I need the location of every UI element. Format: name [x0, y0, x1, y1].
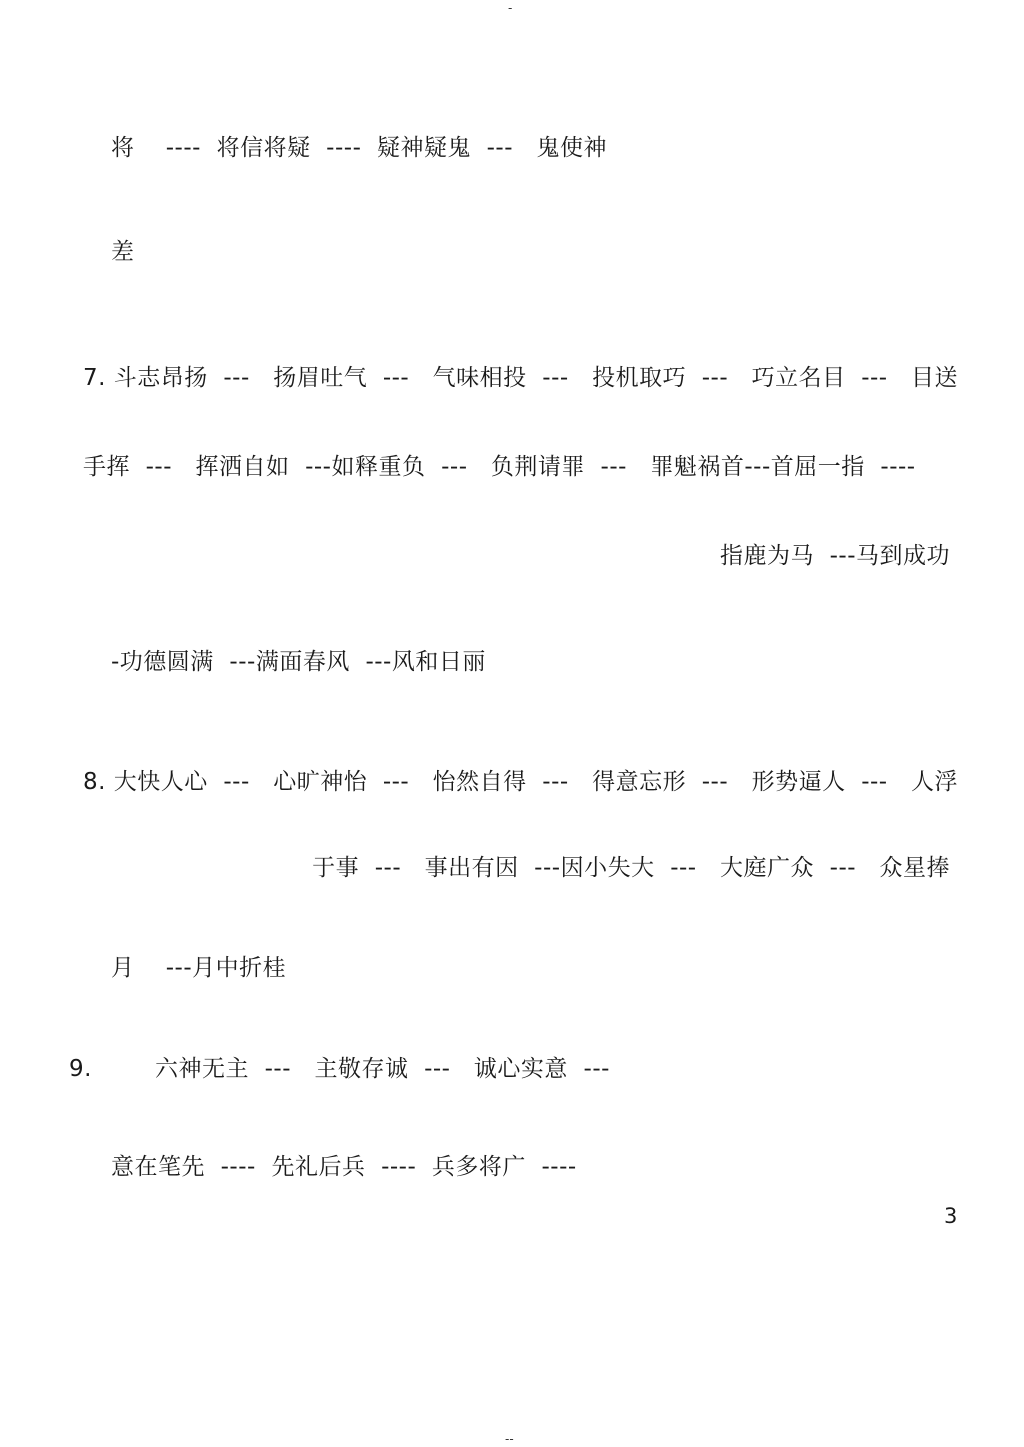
item-7-line-4: -功德圆满 ---满面春风 ---风和日丽: [111, 649, 486, 675]
footer-mark: --: [505, 1432, 514, 1446]
item-7-line-2: 手挥 --- 挥洒自如 ---如释重负 --- 负荆请罪 --- 罪魁祸首---首屈一指 ----: [83, 454, 916, 480]
text-line-2: 差: [111, 239, 135, 265]
text-line-1: 将 ---- 将信将疑 ---- 疑神疑鬼 --- 鬼使神: [111, 135, 607, 161]
item-8-line-2: 于事 --- 事出有因 ---因小失大 --- 大庭广众 --- 众星捧: [312, 855, 950, 881]
page-number: 3: [944, 1204, 958, 1228]
item-8-line-1: 8. 大快人心 --- 心旷神怡 --- 怡然自得 --- 得意忘形 --- 形势逼人 --- 人浮: [83, 769, 959, 795]
header-mark: -: [508, 1, 513, 15]
item-9-number: 9.: [69, 1056, 92, 1082]
item-8-line-3: 月 ---月中折桂: [111, 955, 287, 981]
item-9-line-1: 六神无主 --- 主敬存诚 --- 诚心实意 ---: [155, 1056, 610, 1082]
item-7-line-1: 7. 斗志昂扬 --- 扬眉吐气 --- 气味相投 --- 投机取巧 --- 巧立名目 --- 目送: [83, 365, 959, 391]
item-7-line-3: 指鹿为马 ---马到成功: [719, 543, 950, 569]
item-9-line-2: 意在笔先 ---- 先礼后兵 ---- 兵多将广 ----: [111, 1154, 577, 1180]
